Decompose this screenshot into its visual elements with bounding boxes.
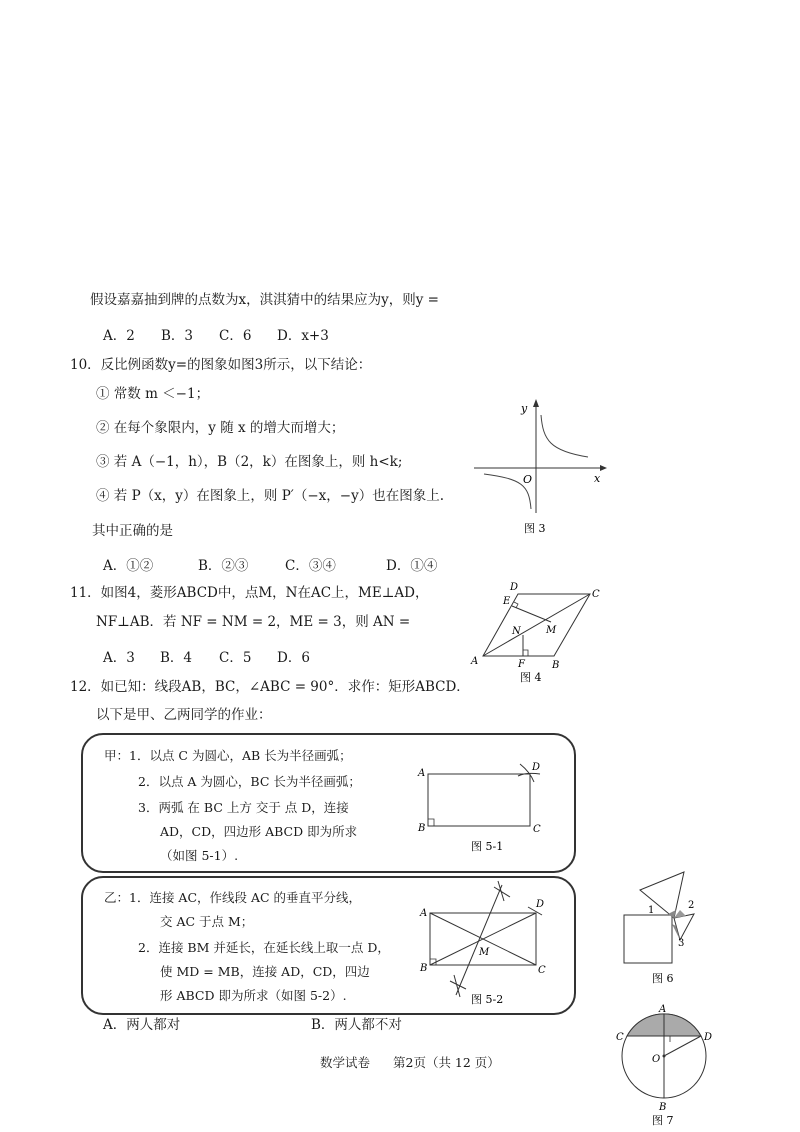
y-axis-arrow-icon: [533, 399, 539, 407]
yi-step-2-cont: 使 MD = MB，连接 AD，CD，四边: [160, 964, 370, 979]
label-b: B: [420, 963, 428, 974]
arc-mark-bottom: [450, 975, 466, 997]
jia-step-2: 2．以点 A 为圆心，BC 长为半径画弧；: [138, 774, 361, 789]
q10-option-a: A．①②: [103, 558, 154, 574]
label-b: B: [418, 823, 426, 834]
diagonal-ac: [483, 594, 590, 656]
label-d: D: [510, 582, 519, 593]
q10-ask: 其中正确的是: [92, 523, 173, 539]
q11-option-c: C．5: [219, 650, 252, 666]
label-e: E: [503, 596, 511, 607]
origin-label: O: [523, 473, 533, 486]
label-a: A: [471, 656, 479, 667]
yi-step-1: 乙：1．连接 AC，作线段 AC 的垂直平分线，: [104, 890, 362, 905]
q9-option-b: B．3: [161, 328, 194, 344]
jia-step-3: 3．两弧 在 BC 上方 交于 点 D，连接: [138, 800, 349, 815]
figure-5-1: [414, 756, 554, 856]
label-n: N: [512, 626, 521, 637]
footer-subject: 数学试卷: [320, 1055, 371, 1070]
label-a: A: [420, 908, 428, 919]
q10-conclusion-4: ④ 若 P（x，y）在图象上，则 P′（−x，−y）也在图象上.: [96, 488, 445, 504]
label-b: B: [552, 660, 560, 671]
q11-option-a: A．3: [103, 650, 135, 666]
label-d: D: [532, 762, 541, 773]
figure-5-2-caption: 图 5-2: [471, 993, 504, 1006]
q11-options: [103, 649, 310, 667]
label-m: M: [546, 625, 557, 636]
q11-line-1: 11．如图4，菱形ABCD中，点M，N在AC上，ME⊥AD，: [70, 585, 429, 601]
figure-3-caption: 图 3: [524, 522, 546, 535]
q10-option-b: B．②③: [198, 558, 249, 574]
figure-6: [616, 868, 706, 988]
q10-conclusion-2: ② 在每个象限内，y 随 x 的增大而增大；: [96, 420, 345, 436]
right-angle-b-icon: [428, 819, 434, 826]
x-axis-label: x: [594, 472, 601, 485]
figure-7-caption: 图 7: [652, 1114, 674, 1127]
angle-label-2: 2: [688, 900, 695, 911]
yi-step-2: 2．连接 BM 并延长，在延长线上取一点 D，: [138, 940, 390, 955]
label-c: C: [533, 824, 541, 835]
right-angle-icon: [664, 1036, 670, 1042]
yi-step-2-end: 形 ABCD 即为所求（如图 5-2）.: [160, 988, 347, 1003]
q12-line-1: 12．如已知：线段AB，BC，∠ABC = 90°．求作：矩形ABCD．: [70, 679, 470, 695]
label-c: C: [592, 589, 600, 600]
jia-step-1: 甲：1．以点 C 为圆心，AB 长为半径画弧；: [104, 748, 352, 763]
q9-stem: 假设嘉嘉抽到牌的点数为x，淇淇猜中的结果应为y，则y =: [90, 292, 439, 308]
q12-options: [103, 1016, 402, 1034]
label-f: F: [518, 659, 525, 670]
label-b: B: [659, 1102, 667, 1113]
footer-page-number: 第2页（共 12 页）: [393, 1055, 500, 1070]
q12-option-a: A．两人都对: [103, 1017, 181, 1033]
q11-line-2: NF⊥AB．若 NF = NM = 2，ME = 3，则 AN =: [96, 614, 411, 630]
jia-step-3-cont: AD，CD，四边形 ABCD 即为所求: [160, 824, 358, 839]
q11-option-b: B．4: [160, 650, 193, 666]
triangle-top: [640, 872, 684, 918]
triangle-right: [674, 914, 694, 940]
x-axis-arrow-icon: [600, 465, 607, 471]
q10-conclusion-1: ① 常数 m ＜−1；: [96, 386, 210, 402]
rectangle-abcd: [428, 774, 530, 826]
square: [624, 915, 672, 963]
label-m: M: [479, 947, 490, 958]
angle-label-3: 3: [678, 938, 685, 949]
q10-options: [103, 557, 437, 575]
q11-option-d: D．6: [277, 650, 310, 666]
y-axis-label: y: [521, 402, 528, 415]
right-angle-f-icon: [523, 650, 528, 656]
figure-5-2: [414, 877, 554, 1007]
q12-line-2: 以下是甲、乙两同学的作业：: [96, 707, 272, 723]
q9-option-c: C．6: [219, 328, 252, 344]
figure-7: [610, 1000, 720, 1130]
q12-option-b: B．两人都不对: [311, 1017, 402, 1033]
q10-stem: 10．反比例函数y=的图象如图3所示，以下结论：: [70, 357, 372, 373]
figure-3: [470, 395, 610, 540]
label-d: D: [536, 899, 545, 910]
perpendicular-bisector: [456, 885, 502, 995]
segment-me: [512, 606, 551, 622]
label-c: C: [616, 1032, 624, 1043]
angle-label-1: 1: [648, 905, 655, 916]
q10-conclusion-3: ③ 若 A（−1，h），B（2，k）在图象上，则 h<k;: [96, 454, 403, 470]
q9-options: [103, 327, 329, 345]
q10-option-c: C．③④: [285, 558, 336, 574]
q9-option-d: D．x+3: [277, 328, 329, 344]
hyperbola-branch-right: [541, 415, 588, 457]
label-c: C: [538, 965, 546, 976]
center-point: [663, 1055, 666, 1058]
label-o: O: [652, 1054, 661, 1065]
label-a: A: [659, 1004, 667, 1015]
label-a: A: [418, 768, 426, 779]
figure-4-caption: 图 4: [520, 671, 542, 684]
jia-step-3-end: （如图 5-1）.: [160, 848, 239, 863]
q9-option-a: A．2: [103, 328, 135, 344]
figure-6-caption: 图 6: [652, 972, 674, 985]
q10-option-d: D．①④: [386, 558, 438, 574]
label-d: D: [704, 1032, 713, 1043]
figure-4: [465, 578, 605, 688]
figure-5-1-caption: 图 5-1: [471, 840, 504, 853]
radius-od: [664, 1036, 701, 1056]
yi-step-1-cont: 交 AC 于点 M；: [160, 914, 254, 929]
